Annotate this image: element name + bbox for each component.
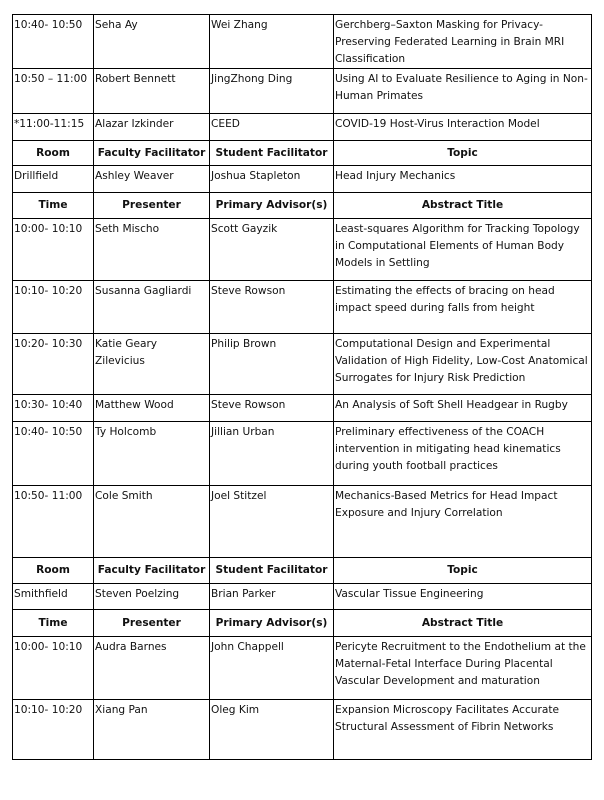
talk-row: [13, 15, 592, 69]
talk-advisor: Scott Gayzik: [210, 219, 334, 281]
talk-time: *11:00-11:15: [13, 114, 94, 141]
talk-title: Expansion Microscopy Facilitates Accurate Structural Assessment of Fibrin Networks: [334, 700, 592, 760]
talk-presenter: Susanna Gagliardi: [94, 281, 210, 334]
schedule-table: [12, 14, 592, 760]
talk-title: Preliminary effectiveness of the COACH intervention in mitigating head kinematics during youth football practices: [334, 422, 592, 486]
talk-advisor: Steve Rowson: [210, 395, 334, 422]
room-header-row: [13, 141, 592, 166]
talk-presenter: Cole Smith: [94, 486, 210, 558]
talk-time: 10:10- 10:20: [13, 700, 94, 760]
talk-row: [13, 637, 592, 700]
talk-title: Pericyte Recruitment to the Endothelium at the Maternal-Fetal Interface During Placental Vascular Development and maturation: [334, 637, 592, 700]
talk-presenter: Audra Barnes: [94, 637, 210, 700]
talk-time: 10:00- 10:10: [13, 637, 94, 700]
topic-header: Topic: [334, 141, 592, 166]
time-header: Time: [13, 610, 94, 637]
talk-row: [13, 69, 592, 114]
talk-presenter: Seth Mischo: [94, 219, 210, 281]
room-header: Room: [13, 558, 94, 584]
talk-presenter: Seha Ay: [94, 15, 210, 69]
talk-presenter: Ty Holcomb: [94, 422, 210, 486]
talk-time: 10:50 – 11:00: [13, 69, 94, 114]
faculty-facilitator: Steven Poelzing: [94, 584, 210, 610]
session-topic: Vascular Tissue Engineering: [334, 584, 592, 610]
room-name: Drillfield: [13, 166, 94, 193]
talk-row: [13, 281, 592, 334]
talk-time: 10:40- 10:50: [13, 15, 94, 69]
talk-advisor: Oleg Kim: [210, 700, 334, 760]
talk-advisor: Jillian Urban: [210, 422, 334, 486]
talk-time: 10:50- 11:00: [13, 486, 94, 558]
talk-time: 10:00- 10:10: [13, 219, 94, 281]
talk-advisor: JingZhong Ding: [210, 69, 334, 114]
talk-presenter: Matthew Wood: [94, 395, 210, 422]
student-facilitator: Brian Parker: [210, 584, 334, 610]
talk-title: Mechanics-Based Metrics for Head Impact Exposure and Injury Correlation: [334, 486, 592, 558]
faculty-facilitator-header: Faculty Facilitator: [94, 141, 210, 166]
talk-time: 10:10- 10:20: [13, 281, 94, 334]
faculty-facilitator: Ashley Weaver: [94, 166, 210, 193]
time-header: Time: [13, 193, 94, 219]
talk-presenter: Robert Bennett: [94, 69, 210, 114]
abstract-title-header: Abstract Title: [334, 610, 592, 637]
room-header-row: [13, 558, 592, 584]
presenter-header: Presenter: [94, 193, 210, 219]
room-name: Smithfield: [13, 584, 94, 610]
talk-advisor: Wei Zhang: [210, 15, 334, 69]
talk-time: 10:30- 10:40: [13, 395, 94, 422]
talk-advisor: Joel Stitzel: [210, 486, 334, 558]
talk-row: [13, 114, 592, 141]
talk-title: COVID-19 Host-Virus Interaction Model: [334, 114, 592, 141]
talk-title: Least-squares Algorithm for Tracking Topology in Computational Elements of Human Body Models in Settling: [334, 219, 592, 281]
advisor-header: Primary Advisor(s): [210, 193, 334, 219]
talk-row: [13, 486, 592, 558]
talk-row: [13, 334, 592, 395]
talk-presenter: Katie Geary Zilevicius: [94, 334, 210, 395]
student-facilitator-header: Student Facilitator: [210, 141, 334, 166]
presenter-header: Presenter: [94, 610, 210, 637]
talk-header-row: [13, 610, 592, 637]
student-facilitator: Joshua Stapleton: [210, 166, 334, 193]
talk-title: Using AI to Evaluate Resilience to Aging in Non-Human Primates: [334, 69, 592, 114]
talk-row: [13, 395, 592, 422]
topic-header: Topic: [334, 558, 592, 584]
advisor-header: Primary Advisor(s): [210, 610, 334, 637]
talk-presenter: Alazar Izkinder: [94, 114, 210, 141]
talk-advisor: Steve Rowson: [210, 281, 334, 334]
talk-advisor: Philip Brown: [210, 334, 334, 395]
talk-advisor: John Chappell: [210, 637, 334, 700]
room-info-row: [13, 584, 592, 610]
talk-title: Estimating the effects of bracing on head impact speed during falls from height: [334, 281, 592, 334]
talk-title: Gerchberg–Saxton Masking for Privacy-Preserving Federated Learning in Brain MRI Classification: [334, 15, 592, 69]
room-info-row: [13, 166, 592, 193]
talk-title: Computational Design and Experimental Validation of High Fidelity, Low-Cost Anatomical Surrogates for Injury Risk Prediction: [334, 334, 592, 395]
talk-header-row: [13, 193, 592, 219]
talk-time: 10:40- 10:50: [13, 422, 94, 486]
abstract-title-header: Abstract Title: [334, 193, 592, 219]
talk-time: 10:20- 10:30: [13, 334, 94, 395]
room-header: Room: [13, 141, 94, 166]
talk-advisor: CEED: [210, 114, 334, 141]
talk-presenter: Xiang Pan: [94, 700, 210, 760]
talk-row: [13, 422, 592, 486]
session-topic: Head Injury Mechanics: [334, 166, 592, 193]
student-facilitator-header: Student Facilitator: [210, 558, 334, 584]
talk-row: [13, 219, 592, 281]
faculty-facilitator-header: Faculty Facilitator: [94, 558, 210, 584]
talk-row: [13, 700, 592, 760]
talk-title: An Analysis of Soft Shell Headgear in Rugby: [334, 395, 592, 422]
